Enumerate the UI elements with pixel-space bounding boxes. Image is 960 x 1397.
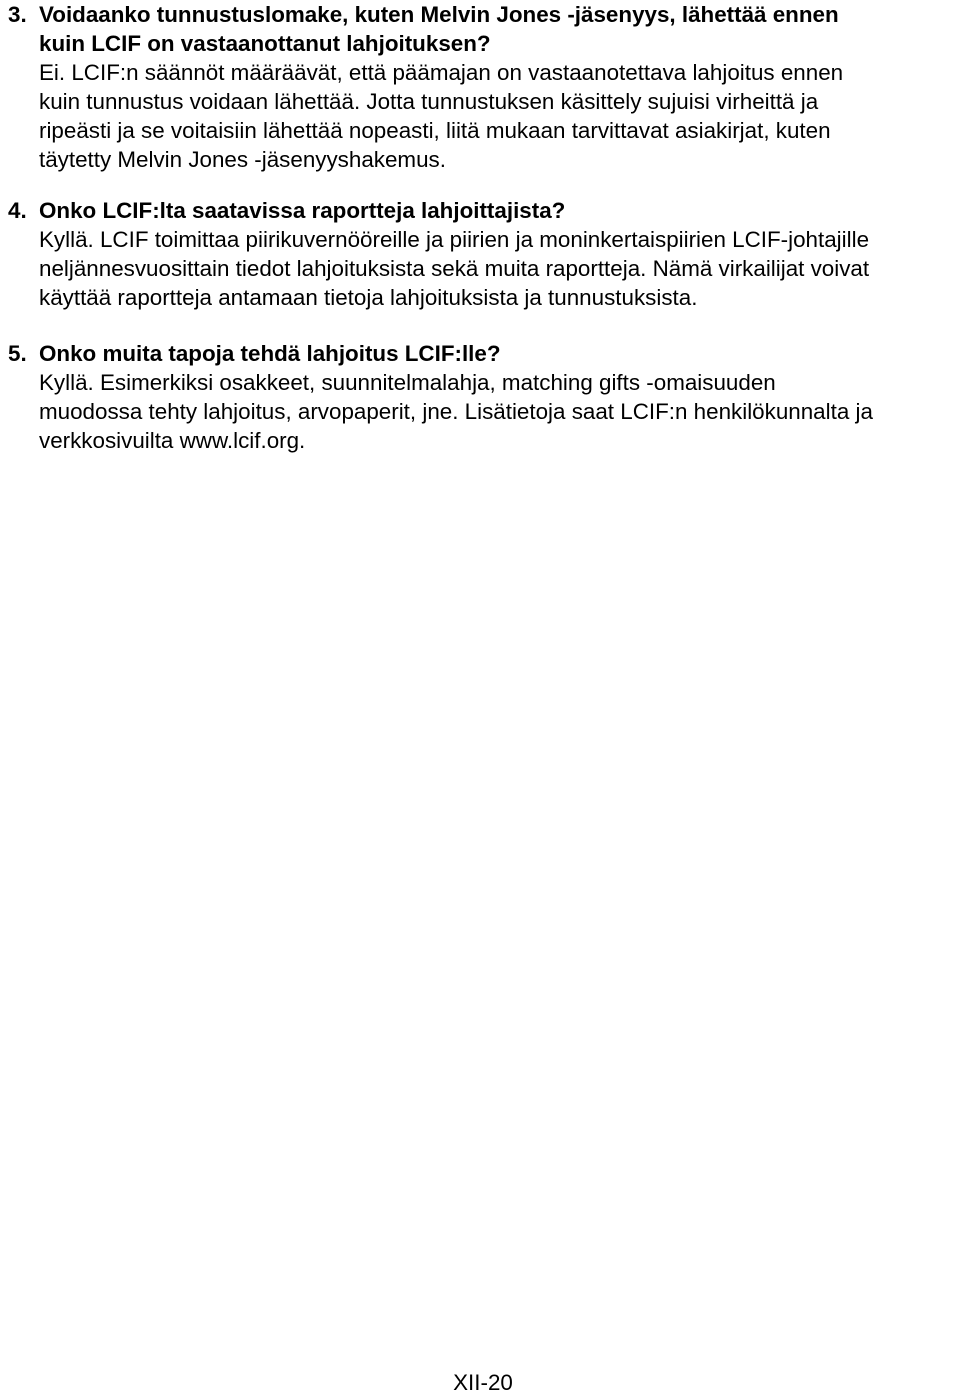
answer-line: kuin tunnustus voidaan lähettää. Jotta tunnustuksen käsittely sujuisi virheittä ja <box>39 89 819 114</box>
page-footer <box>0 1368 960 1397</box>
faq-item-3 <box>0 0 960 174</box>
answer-line: Kyllä. LCIF toimittaa piirikuvernööreille ja piirien ja moninkertaispiirien LCIF-johtajille <box>39 227 870 252</box>
answer-line: Kyllä. Esimerkiksi osakkeet, suunnitelmalahja, matching gifts -omaisuuden <box>39 370 776 395</box>
answer-line: Ei. LCIF:n säännöt määräävät, että päämajan on vastaanotettava lahjoitus ennen <box>39 60 844 85</box>
question-line: kuin LCIF on vastaanottanut lahjoituksen? <box>39 31 491 56</box>
answer-line: käyttää raportteja antamaan tietoja lahjoituksista ja tunnustuksista. <box>39 285 698 310</box>
answer-line: ripeästi ja se voitaisiin lähettää nopeasti, liitä mukaan tarvittavat asiakirjat, kuten <box>39 118 831 143</box>
faq-item-4 <box>0 196 960 312</box>
item-number: 3. <box>8 2 27 27</box>
answer-line: neljännesvuosittain tiedot lahjoituksista sekä muita raportteja. Nämä virkailijat voivat <box>39 256 870 281</box>
question-line: Onko muita tapoja tehdä lahjoitus LCIF:lle? <box>39 341 501 366</box>
answer-line: muodossa tehty lahjoitus, arvopaperit, jne. Lisätietoja saat LCIF:n henkilökunnalta ja <box>39 399 873 424</box>
item-number: 5. <box>8 341 27 366</box>
answer-line: täytetty Melvin Jones -jäsenyyshakemus. <box>39 147 446 172</box>
question-line: Voidaanko tunnustuslomake, kuten Melvin Jones -jäsenyys, lähettää ennen <box>39 2 839 27</box>
answer-line: verkkosivuilta www.lcif.org. <box>39 428 306 453</box>
item-number: 4. <box>8 198 27 223</box>
page-number: XII-20 <box>453 1370 513 1395</box>
faq-item-5 <box>0 339 960 455</box>
question-line: Onko LCIF:lta saatavissa raportteja lahjoittajista? <box>39 198 566 223</box>
